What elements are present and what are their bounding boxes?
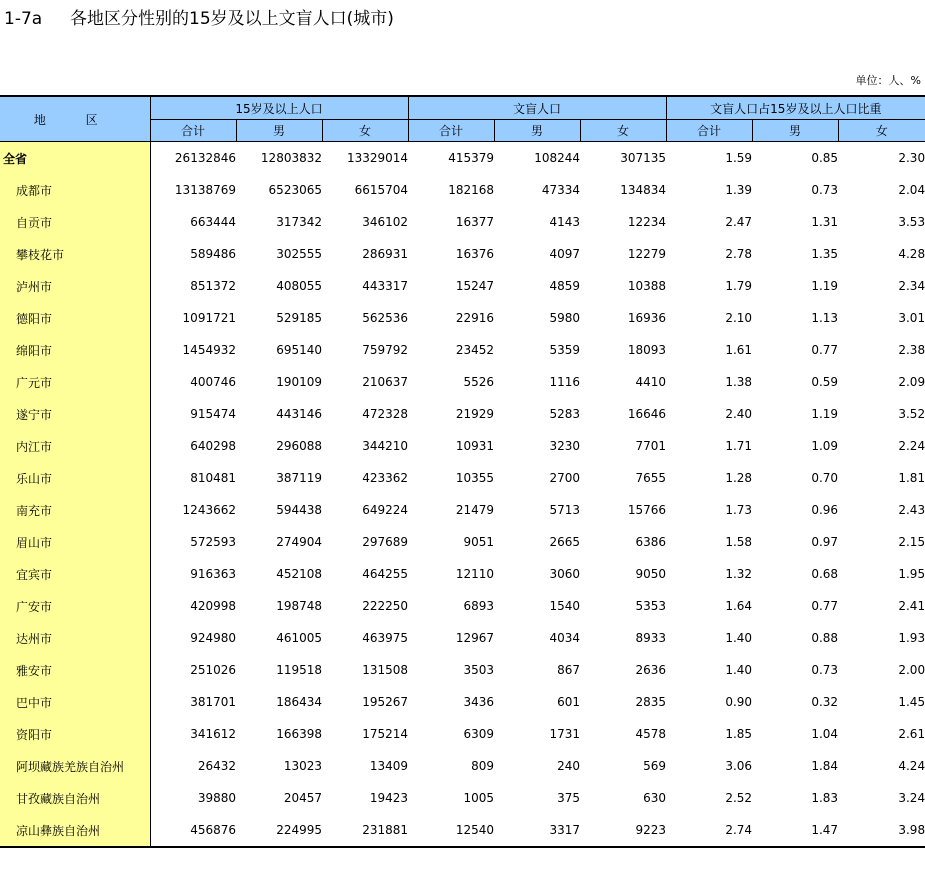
cell-illiterate-male: 4859 xyxy=(549,279,581,293)
region-name: 广元市 xyxy=(0,366,150,398)
cell-pop-female: 13329014 xyxy=(346,151,409,165)
cell-rate-total: 1.59 xyxy=(725,151,753,165)
cell-rate-female: 1.93 xyxy=(898,631,925,645)
cell-rate-male: 0.59 xyxy=(811,375,839,389)
table-row xyxy=(0,526,925,558)
cell-pop-total: 810481 xyxy=(190,471,236,485)
cell-pop-male: 274904 xyxy=(276,535,322,549)
cell-pop-total: 572593 xyxy=(190,535,236,549)
cell-illiterate-total: 15247 xyxy=(455,279,495,293)
cell-pop-male: 452108 xyxy=(276,567,322,581)
cell-rate-male: 0.85 xyxy=(811,151,839,165)
table-row xyxy=(0,398,925,430)
cell-illiterate-female: 10388 xyxy=(627,279,667,293)
cell-rate-female: 2.00 xyxy=(898,663,925,677)
cell-rate-female: 2.41 xyxy=(898,599,925,613)
subheader-rate-male: 男 xyxy=(752,120,838,142)
table-row xyxy=(0,590,925,622)
cell-illiterate-male: 4143 xyxy=(549,215,581,229)
cell-pop-female: 195267 xyxy=(362,695,409,709)
cell-pop-male: 224995 xyxy=(236,814,322,847)
cell-rate-total: 2.52 xyxy=(725,791,753,805)
cell-illiterate-female: 134834 xyxy=(620,183,667,197)
cell-illiterate-female: 307135 xyxy=(620,151,667,165)
cell-rate-total: 2.40 xyxy=(725,407,753,421)
cell-rate-female: 3.52 xyxy=(898,407,925,421)
cell-illiterate-total: 1005 xyxy=(463,791,495,805)
cell-pop-female: 472328 xyxy=(362,407,409,421)
cell-illiterate-total: 6309 xyxy=(463,727,495,741)
cell-pop-total: 420998 xyxy=(190,599,236,613)
cell-rate-total: 2.78 xyxy=(725,247,753,261)
cell-rate-total: 0.90 xyxy=(725,695,753,709)
cell-rate-female: 2.24 xyxy=(898,439,925,453)
region-name: 雅安市 xyxy=(0,654,150,686)
cell-illiterate-total: 21479 xyxy=(455,503,495,517)
cell-rate-male: 1.31 xyxy=(811,215,839,229)
region-name: 巴中市 xyxy=(0,686,150,718)
cell-illiterate-female: 2636 xyxy=(635,663,667,677)
data-table xyxy=(0,95,925,848)
cell-pop-total: 851372 xyxy=(190,279,236,293)
cell-rate-total: 1.40 xyxy=(725,631,753,645)
cell-pop-male: 302555 xyxy=(276,247,322,261)
cell-pop-female: 562536 xyxy=(362,311,409,325)
subheader-illiterate-total: 合计 xyxy=(408,120,494,142)
cell-pop-female: 231881 xyxy=(322,814,408,847)
cell-illiterate-female: 4578 xyxy=(635,727,667,741)
cell-pop-total: 663444 xyxy=(190,215,236,229)
cell-rate-male: 0.77 xyxy=(811,343,839,357)
cell-illiterate-female: 4410 xyxy=(635,375,667,389)
page-title xyxy=(4,6,394,32)
table-row-total xyxy=(0,142,925,175)
cell-illiterate-male: 2665 xyxy=(549,535,581,549)
cell-pop-female: 759792 xyxy=(362,343,409,357)
cell-illiterate-female: 8933 xyxy=(635,631,667,645)
cell-pop-total: 1454932 xyxy=(182,343,236,357)
cell-illiterate-total: 12110 xyxy=(455,567,495,581)
cell-rate-female: 2.30 xyxy=(898,151,925,165)
cell-pop-male: 166398 xyxy=(276,727,322,741)
cell-rate-total: 1.39 xyxy=(725,183,753,197)
region-name: 自贡市 xyxy=(0,206,150,238)
cell-pop-female: 13409 xyxy=(369,759,409,773)
region-name: 宜宾市 xyxy=(0,558,150,590)
cell-illiterate-male: 5283 xyxy=(549,407,581,421)
cell-pop-male: 119518 xyxy=(276,663,322,677)
cell-rate-female: 2.38 xyxy=(898,343,925,357)
cell-pop-total: 915474 xyxy=(190,407,236,421)
cell-pop-female: 286931 xyxy=(362,247,409,261)
cell-illiterate-total: 9051 xyxy=(463,535,495,549)
cell-illiterate-total: 16376 xyxy=(455,247,495,261)
unit-label: 单位：人、% xyxy=(855,74,921,87)
cell-pop-total: 1091721 xyxy=(182,311,236,325)
region-name: 达州市 xyxy=(0,622,150,654)
cell-rate-male: 0.77 xyxy=(811,599,839,613)
cell-pop-male: 13023 xyxy=(283,759,322,773)
cell-rate-male: 0.97 xyxy=(811,535,839,549)
table-header xyxy=(0,96,925,142)
cell-pop-male: 317342 xyxy=(276,215,322,229)
region-name: 凉山彝族自治州 xyxy=(0,814,150,847)
group-header-illiterate: 文盲人口 xyxy=(408,96,666,120)
cell-rate-female: 3.01 xyxy=(898,311,925,325)
cell-illiterate-male: 1540 xyxy=(549,599,581,613)
region-name: 甘孜藏族自治州 xyxy=(0,782,150,814)
cell-illiterate-male: 3317 xyxy=(494,814,580,847)
table-row xyxy=(0,366,925,398)
cell-rate-female: 1.81 xyxy=(898,471,925,485)
table-row xyxy=(0,622,925,654)
cell-pop-female: 210637 xyxy=(362,375,409,389)
cell-rate-total: 3.06 xyxy=(725,759,753,773)
group-header-population: 15岁及以上人口 xyxy=(150,96,408,120)
region-name: 南充市 xyxy=(0,494,150,526)
table-code: 1-7a xyxy=(4,9,43,29)
cell-pop-total: 381701 xyxy=(190,695,236,709)
table-row xyxy=(0,686,925,718)
cell-rate-female: 2.61 xyxy=(898,727,925,741)
cell-rate-total: 1.40 xyxy=(725,663,753,677)
cell-pop-total: 341612 xyxy=(190,727,236,741)
cell-illiterate-female: 2835 xyxy=(635,695,667,709)
cell-illiterate-female: 569 xyxy=(643,759,667,773)
cell-rate-female: 2.04 xyxy=(898,183,925,197)
cell-pop-female: 19423 xyxy=(369,791,409,805)
cell-illiterate-total: 5526 xyxy=(463,375,495,389)
cell-illiterate-total: 10931 xyxy=(455,439,495,453)
cell-rate-total: 1.28 xyxy=(725,471,753,485)
table-row xyxy=(0,494,925,526)
cell-illiterate-male: 2700 xyxy=(549,471,581,485)
table-row xyxy=(0,718,925,750)
cell-rate-female: 3.53 xyxy=(898,215,925,229)
cell-pop-female: 463975 xyxy=(362,631,409,645)
cell-illiterate-total: 415379 xyxy=(448,151,495,165)
region-name: 攀枝花市 xyxy=(0,238,150,270)
cell-pop-female: 344210 xyxy=(362,439,409,453)
cell-pop-female: 346102 xyxy=(362,215,409,229)
table-row xyxy=(0,238,925,270)
cell-pop-total: 924980 xyxy=(190,631,236,645)
region-name: 遂宁市 xyxy=(0,398,150,430)
cell-rate-male: 0.68 xyxy=(811,567,839,581)
cell-rate-female: 4.24 xyxy=(898,759,925,773)
cell-rate-total: 1.73 xyxy=(725,503,753,517)
cell-pop-total: 400746 xyxy=(190,375,236,389)
cell-illiterate-total: 182168 xyxy=(448,183,495,197)
group-header-illiteracy-rate: 文盲人口占15岁及以上人口比重 xyxy=(666,96,925,120)
cell-rate-male: 0.32 xyxy=(811,695,839,709)
cell-pop-female: 443317 xyxy=(362,279,409,293)
cell-rate-female: 4.28 xyxy=(898,247,925,261)
cell-illiterate-male: 5713 xyxy=(549,503,581,517)
cell-pop-male: 461005 xyxy=(276,631,322,645)
cell-illiterate-total: 6893 xyxy=(463,599,495,613)
region-name: 绵阳市 xyxy=(0,334,150,366)
cell-illiterate-female: 7655 xyxy=(635,471,667,485)
cell-pop-total: 640298 xyxy=(190,439,236,453)
cell-rate-male: 1.35 xyxy=(811,247,839,261)
cell-rate-male: 1.19 xyxy=(811,279,839,293)
subheader-population-total: 合计 xyxy=(150,120,236,142)
cell-pop-total: 456876 xyxy=(150,814,236,847)
cell-rate-total: 1.38 xyxy=(725,375,753,389)
cell-pop-male: 6523065 xyxy=(268,183,322,197)
cell-pop-male: 443146 xyxy=(276,407,322,421)
cell-rate-male: 1.04 xyxy=(811,727,839,741)
cell-pop-male: 594438 xyxy=(276,503,322,517)
cell-illiterate-total: 23452 xyxy=(455,343,495,357)
cell-illiterate-male: 47334 xyxy=(541,183,581,197)
subheader-illiterate-female: 女 xyxy=(580,120,666,142)
cell-illiterate-male: 3230 xyxy=(549,439,581,453)
region-name: 成都市 xyxy=(0,174,150,206)
cell-rate-male: 1.83 xyxy=(811,791,839,805)
cell-illiterate-male: 5980 xyxy=(549,311,581,325)
table-row xyxy=(0,750,925,782)
cell-rate-female: 3.24 xyxy=(898,791,925,805)
table-row xyxy=(0,814,925,847)
cell-pop-female: 175214 xyxy=(362,727,409,741)
cell-rate-total: 1.58 xyxy=(725,535,753,549)
cell-illiterate-male: 601 xyxy=(557,695,581,709)
cell-illiterate-total: 10355 xyxy=(455,471,495,485)
cell-pop-male: 20457 xyxy=(283,791,322,805)
cell-rate-total: 1.79 xyxy=(725,279,753,293)
cell-pop-male: 190109 xyxy=(276,375,322,389)
cell-illiterate-male: 240 xyxy=(557,759,581,773)
region-column-header: 地 区 xyxy=(0,96,150,142)
cell-illiterate-total: 809 xyxy=(471,759,495,773)
cell-illiterate-female: 9223 xyxy=(580,814,666,847)
cell-rate-total: 2.74 xyxy=(666,814,752,847)
region-name: 乐山市 xyxy=(0,462,150,494)
cell-illiterate-male: 1116 xyxy=(549,375,581,389)
cell-illiterate-male: 108244 xyxy=(534,151,581,165)
cell-illiterate-female: 12234 xyxy=(627,215,667,229)
cell-rate-total: 1.61 xyxy=(725,343,753,357)
table-row xyxy=(0,462,925,494)
cell-rate-male: 0.88 xyxy=(811,631,839,645)
cell-illiterate-male: 1731 xyxy=(549,727,581,741)
cell-rate-total: 1.64 xyxy=(725,599,753,613)
cell-illiterate-female: 16936 xyxy=(627,311,667,325)
cell-pop-female: 6615704 xyxy=(354,183,409,197)
cell-rate-total: 2.10 xyxy=(725,311,753,325)
cell-pop-female: 222250 xyxy=(362,599,409,613)
cell-pop-female: 297689 xyxy=(362,535,409,549)
cell-illiterate-female: 6386 xyxy=(635,535,667,549)
region-name: 资阳市 xyxy=(0,718,150,750)
cell-illiterate-total: 3503 xyxy=(463,663,495,677)
cell-rate-male: 1.13 xyxy=(811,311,839,325)
table-row xyxy=(0,302,925,334)
cell-illiterate-male: 375 xyxy=(557,791,581,805)
table-row xyxy=(0,174,925,206)
cell-illiterate-female: 630 xyxy=(643,791,667,805)
cell-pop-male: 408055 xyxy=(276,279,322,293)
cell-pop-total: 39880 xyxy=(197,791,236,805)
cell-rate-male: 0.73 xyxy=(811,183,839,197)
cell-rate-female: 2.15 xyxy=(898,535,925,549)
cell-pop-male: 296088 xyxy=(276,439,322,453)
region-name: 全省 xyxy=(0,142,150,175)
cell-rate-total: 2.47 xyxy=(725,215,753,229)
cell-pop-male: 12803832 xyxy=(260,151,322,165)
cell-rate-female: 2.09 xyxy=(898,375,925,389)
cell-illiterate-male: 4034 xyxy=(549,631,581,645)
subheader-rate-total: 合计 xyxy=(666,120,752,142)
cell-illiterate-female: 7701 xyxy=(635,439,667,453)
table-row xyxy=(0,558,925,590)
cell-rate-total: 1.85 xyxy=(725,727,753,741)
cell-rate-total: 1.71 xyxy=(725,439,753,453)
cell-illiterate-male: 867 xyxy=(557,663,581,677)
cell-rate-female: 2.34 xyxy=(898,279,925,293)
table-row xyxy=(0,206,925,238)
cell-rate-male: 0.96 xyxy=(811,503,839,517)
cell-pop-male: 695140 xyxy=(276,343,322,357)
cell-pop-total: 26432 xyxy=(197,759,236,773)
cell-illiterate-female: 9050 xyxy=(635,567,667,581)
cell-illiterate-total: 12540 xyxy=(408,814,494,847)
cell-rate-female: 1.95 xyxy=(898,567,925,581)
cell-pop-total: 1243662 xyxy=(182,503,236,517)
cell-pop-total: 589486 xyxy=(190,247,236,261)
table-body xyxy=(0,142,925,848)
cell-illiterate-female: 18093 xyxy=(627,343,667,357)
cell-pop-male: 529185 xyxy=(276,311,322,325)
cell-rate-male: 1.47 xyxy=(752,814,838,847)
cell-rate-male: 0.73 xyxy=(811,663,839,677)
region-name: 泸州市 xyxy=(0,270,150,302)
cell-illiterate-total: 3436 xyxy=(463,695,495,709)
table-row xyxy=(0,270,925,302)
cell-pop-female: 423362 xyxy=(362,471,409,485)
cell-rate-total: 1.32 xyxy=(725,567,753,581)
cell-illiterate-female: 16646 xyxy=(627,407,667,421)
cell-illiterate-total: 16377 xyxy=(455,215,495,229)
cell-pop-total: 916363 xyxy=(190,567,236,581)
region-name: 眉山市 xyxy=(0,526,150,558)
cell-illiterate-male: 3060 xyxy=(549,567,581,581)
cell-pop-male: 186434 xyxy=(276,695,322,709)
region-name: 内江市 xyxy=(0,430,150,462)
cell-illiterate-total: 22916 xyxy=(455,311,495,325)
cell-pop-female: 649224 xyxy=(362,503,409,517)
table-row xyxy=(0,782,925,814)
cell-illiterate-total: 12967 xyxy=(455,631,495,645)
region-name: 广安市 xyxy=(0,590,150,622)
cell-illiterate-total: 21929 xyxy=(455,407,495,421)
cell-rate-male: 1.09 xyxy=(811,439,839,453)
cell-rate-female: 2.43 xyxy=(898,503,925,517)
table-title: 各地区分性别的15岁及以上文盲人口(城市) xyxy=(70,9,394,29)
cell-rate-male: 1.19 xyxy=(811,407,839,421)
cell-rate-male: 0.70 xyxy=(811,471,839,485)
cell-illiterate-female: 15766 xyxy=(627,503,667,517)
cell-pop-female: 131508 xyxy=(362,663,409,677)
cell-illiterate-female: 5353 xyxy=(635,599,667,613)
subheader-population-male: 男 xyxy=(236,120,322,142)
cell-illiterate-male: 4097 xyxy=(549,247,581,261)
cell-pop-total: 13138769 xyxy=(174,183,236,197)
table-row xyxy=(0,430,925,462)
subheader-illiterate-male: 男 xyxy=(494,120,580,142)
subheader-rate-female: 女 xyxy=(838,120,925,142)
subheader-population-female: 女 xyxy=(322,120,408,142)
cell-rate-female: 1.45 xyxy=(898,695,925,709)
cell-pop-male: 387119 xyxy=(276,471,322,485)
cell-pop-total: 26132846 xyxy=(174,151,236,165)
cell-illiterate-female: 12279 xyxy=(627,247,667,261)
cell-illiterate-male: 5359 xyxy=(549,343,581,357)
cell-pop-total: 251026 xyxy=(190,663,236,677)
cell-rate-female: 3.98 xyxy=(838,814,925,847)
cell-pop-male: 198748 xyxy=(276,599,322,613)
table-row xyxy=(0,334,925,366)
cell-pop-female: 464255 xyxy=(362,567,409,581)
region-name: 德阳市 xyxy=(0,302,150,334)
region-name: 阿坝藏族羌族自治州 xyxy=(0,750,150,782)
table-row xyxy=(0,654,925,686)
cell-rate-male: 1.84 xyxy=(811,759,839,773)
